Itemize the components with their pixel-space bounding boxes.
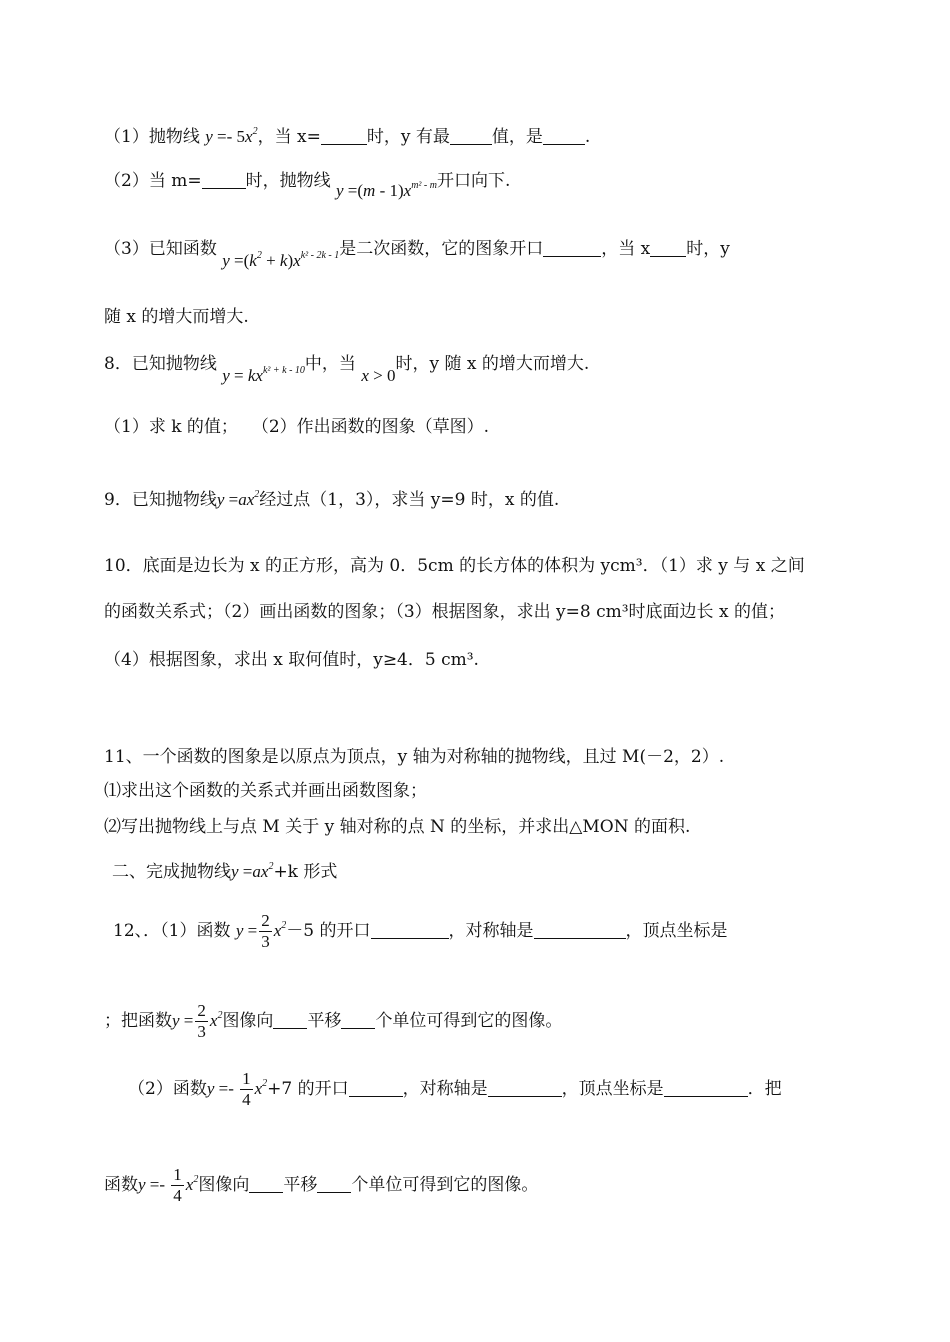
q12-text-b4: 个单位可得到它的图像。 (375, 1011, 563, 1031)
q-s1-text-c: 时，y 有最 (366, 127, 450, 147)
section-2-text-b: +k 形式 (273, 862, 338, 882)
q12-text-a4: ，顶点坐标是 (625, 921, 728, 941)
fraction-2-3: $\frac{2}{3}$ (197, 1001, 206, 1041)
answer-blank[interactable] (543, 240, 601, 257)
equation-y-ax2: $y =ax^2$ (231, 861, 274, 881)
q-s1-text-e: . (584, 127, 591, 147)
q8-text-c: 时，y 随 x 的增大而增大. (395, 354, 590, 374)
q10-line-2: 的函数关系式；（2）画出函数的图象；（3）根据图象，求出 y=8 cm³时底面边长 x 的值； (104, 602, 785, 622)
q-s3-line (104, 233, 730, 270)
q-s1-label: （1）抛物线 (104, 127, 200, 147)
q11-line-1: 11、一个函数的图象是以原点为顶点，y 轴为对称轴的抛物线，且过 M(－2，2）. (104, 747, 725, 767)
q12-line-1 (113, 904, 728, 953)
answer-blank[interactable] (371, 922, 449, 939)
equation-y-neg5x2: $y =- 5x^2$ (205, 126, 258, 146)
q12-text-d3: 平移 (283, 1175, 318, 1195)
q-s2-text-c: 开口向下. (436, 171, 511, 191)
equation-y-neg-1-4-x2: y =- $\frac{1}{4}$ $x^2$ (206, 1069, 268, 1109)
q-s1-line (104, 121, 590, 148)
q12-text-b2: 图像向 (222, 1011, 274, 1031)
q12-text-c5: ．把 (747, 1079, 782, 1099)
section-2-heading (112, 856, 337, 883)
q10-line-3: （4）根据图象，求出 x 取何值时，y≥4．5 cm³. (104, 650, 479, 670)
answer-blank[interactable] (341, 1012, 375, 1029)
q8-subquestions: （1）求 k 的值； （2）作出函数的图象（草图）. (104, 417, 490, 437)
answer-blank[interactable] (321, 128, 367, 145)
q12-text-c4: ，顶点坐标是 (561, 1079, 664, 1099)
equation-y-neg-1-4-x2: y =- $\frac{1}{4}$ $x^2$ (138, 1165, 199, 1205)
q12-text-b1: ；把函数 (104, 1011, 172, 1031)
equation-y-2-3-x2: y = $\frac{2}{3}$ $x^2$ (172, 1001, 223, 1041)
q-s3-text-d: 时，y (686, 239, 730, 259)
q12-text-c3: ，对称轴是 (402, 1079, 488, 1099)
q-s2-text-b: 时，抛物线 (245, 171, 331, 191)
q11-line-3: ⑵写出抛物线上与点 M 关于 y 轴对称的点 N 的坐标，并求出△MON 的面积. (104, 817, 691, 837)
answer-blank[interactable] (488, 1080, 562, 1097)
q-s3-line-2: 随 x 的增大而增大. (104, 307, 249, 327)
answer-blank[interactable] (650, 240, 686, 257)
q12-text-c1: （2）函数 (128, 1079, 207, 1099)
q8-line (104, 348, 590, 385)
fraction-1-4: $\frac{1}{4}$ (173, 1165, 182, 1205)
inequality-x-gt-0: x > 0 (361, 366, 396, 385)
q12-text-a3: ，对称轴是 (448, 921, 534, 941)
answer-blank[interactable] (349, 1080, 403, 1097)
q10-line-1: 10．底面是边长为 x 的正方形，高为 0．5cm 的长方体的体积为 ycm³．（1）求 y 与 x 之间 (104, 556, 805, 576)
q12-text-d4: 个单位可得到它的图像。 (351, 1175, 539, 1195)
q12-label: 12、．（1）函数 (113, 921, 231, 941)
q12-text-c2: +7 的开口 (267, 1079, 349, 1099)
q12-text-d2: 图像向 (198, 1175, 250, 1195)
q-s2-label: （2）当 m= (104, 171, 202, 191)
q9-label: 9．已知抛物线 (104, 490, 217, 510)
q12-text-a2: －5 的开口 (286, 921, 371, 941)
answer-blank[interactable] (534, 922, 626, 939)
equation-y-2-3-x2: y = $\frac{2}{3}$ $x^2$ (235, 911, 287, 951)
q-s3-text-c: ，当 x (601, 239, 651, 259)
equation-y-ax2: $y =ax^2$ (216, 489, 260, 509)
answer-blank[interactable] (543, 128, 585, 145)
answer-blank[interactable] (450, 128, 492, 145)
q11-line-2: ⑴求出这个函数的关系式并画出函数图象； (104, 781, 427, 801)
q12-text-b3: 平移 (307, 1011, 342, 1031)
q8-label: 8．已知抛物线 (104, 354, 217, 374)
q12-line-3 (128, 1062, 782, 1111)
equation-y-k2-plus-k: $y =(k^2 + k)x^{k^2 - 2k - 1}$ (222, 250, 340, 270)
q9-line (104, 484, 559, 511)
answer-blank[interactable] (317, 1176, 351, 1193)
q12-line-2 (104, 994, 562, 1043)
q-s3-text-b: 是二次函数，它的图象开口 (339, 239, 544, 259)
equation-y-m-minus-1: $y =(m - 1)x^{m^2 - m}$ (336, 180, 437, 200)
q9-text-b: 经过点（1，3），求当 y=9 时，x 的值. (259, 490, 560, 510)
fraction-1-4: $\frac{1}{4}$ (242, 1069, 251, 1109)
section-2-text-a: 二、完成抛物线 (112, 862, 231, 882)
q8-text-b: 中，当 (304, 354, 356, 374)
answer-blank[interactable] (664, 1080, 748, 1097)
fraction-2-3: $\frac{2}{3}$ (261, 911, 270, 951)
q12-line-4 (104, 1158, 538, 1207)
q-s3-label: （3）已知函数 (104, 239, 217, 259)
answer-blank[interactable] (249, 1176, 283, 1193)
equation-y-kx: $y = kx^{k^2 + k - 10}$ (222, 365, 305, 385)
q-s2-line (104, 165, 511, 200)
q12-text-d1: 函数 (104, 1175, 138, 1195)
q-s1-text-b: ，当 x= (257, 127, 321, 147)
answer-blank[interactable] (202, 172, 246, 189)
answer-blank[interactable] (273, 1012, 307, 1029)
q-s1-text-d: 值，是 (491, 127, 543, 147)
